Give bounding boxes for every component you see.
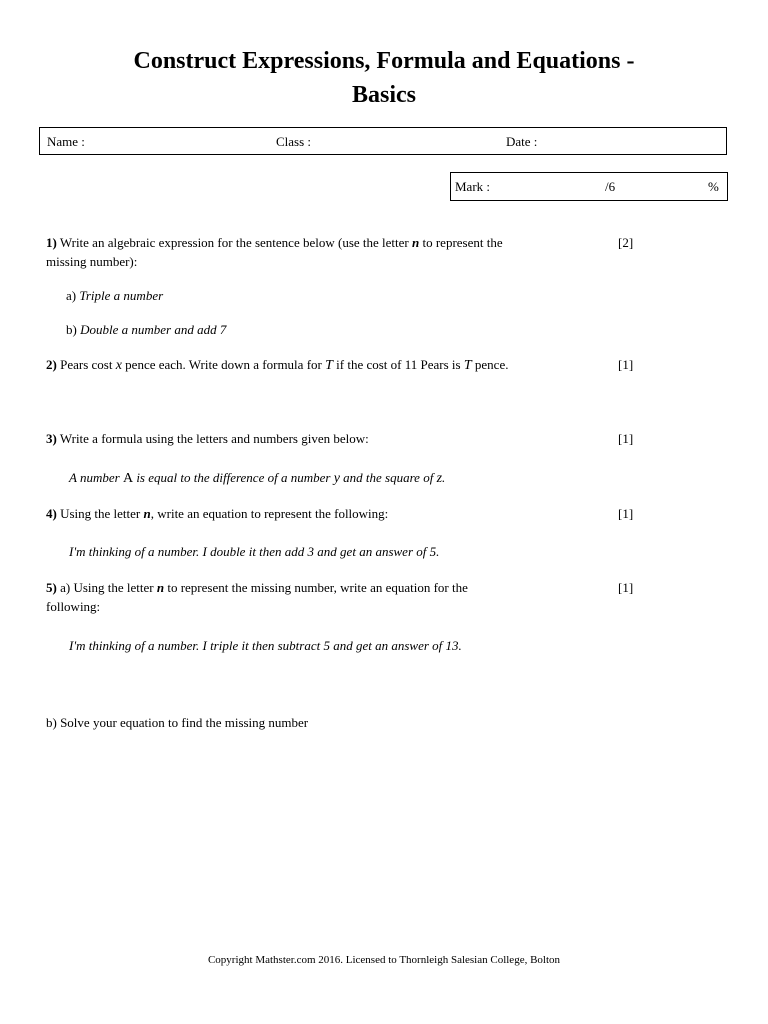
q5-marks: [1] (618, 580, 634, 595)
q1-text-a: Write an algebraic expression for the sentence below (use the letter (56, 235, 412, 250)
q2-marks: [1] (618, 357, 634, 372)
question-4 (46, 504, 388, 523)
question-2 (46, 355, 508, 375)
class-label: Class : (276, 134, 312, 149)
q1-part-b (66, 320, 226, 339)
name-label: Name : (47, 134, 85, 149)
q3-statement (69, 468, 445, 488)
q5-statement: I'm thinking of a number. I triple it then subtract 5 and get an answer of 13. (69, 638, 462, 653)
q4-statement: I'm thinking of a number. I double it then add 3 and get an answer of 5. (69, 544, 440, 559)
q3-marks: [1] (618, 431, 634, 446)
q1b-label: b) (66, 322, 81, 337)
mark-box[interactable] (450, 172, 728, 201)
q1-variable: n (412, 235, 420, 250)
copyright-footer: Copyright Mathster.com 2016. Licensed to Thornleigh Salesian College, Bolton (207, 954, 561, 966)
q2-text-3: if the cost of 11 Pears is (332, 357, 464, 372)
mark-label: Mark : (455, 179, 491, 194)
q3-number: 3) (46, 431, 57, 446)
q1-line-2: missing number): (46, 254, 138, 269)
q3-var-a: A (122, 471, 134, 486)
q3-text: Write a formula using the letters and numbers given below: (56, 431, 369, 446)
q1b-text: Double a number and add 7 (80, 322, 227, 337)
q2-var-t2: T (463, 358, 472, 373)
q4-number: 4) (46, 506, 57, 521)
q3-var-y: y (333, 471, 340, 486)
q3-var-z: z (436, 471, 443, 486)
q1a-label: a) (66, 288, 80, 303)
q5-variable: n (156, 580, 165, 595)
question-1 (46, 233, 503, 271)
q5-line-2: following: (46, 599, 101, 614)
q2-text-2: pence each. Write down a formula for (121, 357, 326, 372)
q4-text-2: , write an equation to represent the following: (150, 506, 389, 521)
mark-out-of: /6 (605, 179, 616, 194)
q1a-text: Triple a number (79, 288, 164, 303)
q5-number: 5) (46, 580, 57, 595)
q2-text-1: Pears cost (56, 357, 116, 372)
student-info-box[interactable] (39, 127, 727, 155)
q4-marks: [1] (618, 506, 634, 521)
q5-text-1: a) Using the letter (56, 580, 157, 595)
q2-var-t1: T (325, 358, 333, 373)
q1-number: 1) (46, 235, 57, 250)
q1-text-b: to represent the (419, 235, 503, 250)
q1-marks: [2] (618, 235, 634, 250)
mark-percent: % (708, 179, 719, 194)
question-3 (46, 429, 369, 448)
page-title (60, 44, 708, 112)
q1-part-a (66, 286, 163, 305)
q4-text-1: Using the letter (56, 506, 144, 521)
title-line-1: Construct Expressions, Formula and Equations - (133, 48, 635, 74)
title-line-2: Basics (351, 82, 416, 108)
q3-s2: is equal to the difference of a number (133, 470, 334, 485)
q5-text-2: to represent the missing number, write an equation for the (164, 580, 468, 595)
q2-text-4: pence. (471, 357, 509, 372)
q3-s1: A number (69, 470, 123, 485)
q5-part-b: b) Solve your equation to find the missing number (46, 715, 309, 730)
q3-s3: and the square of (339, 470, 437, 485)
q4-variable: n (143, 506, 151, 521)
question-5 (46, 578, 468, 616)
q2-var-x: x (115, 358, 122, 373)
date-label: Date : (506, 134, 538, 149)
q2-number: 2) (46, 357, 57, 372)
q3-s4: . (442, 470, 446, 485)
